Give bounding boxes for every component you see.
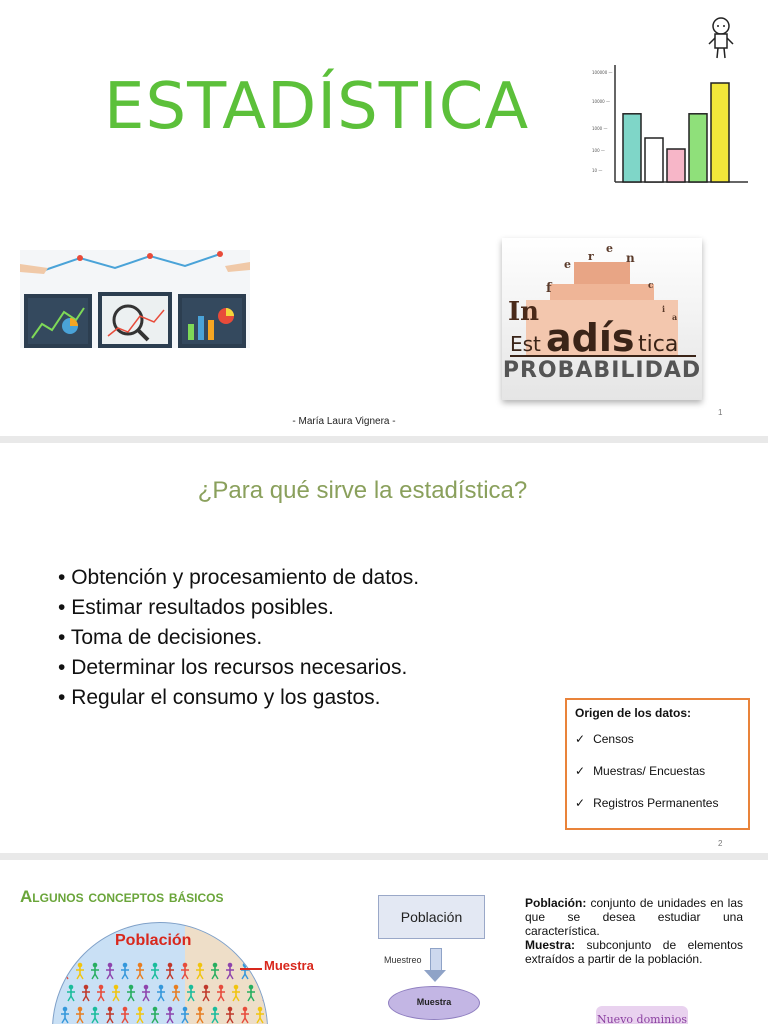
y-tick-label: 1000 — [592,126,608,131]
person-icon [112,985,120,1001]
bar [623,114,641,182]
dashboard-illustration [20,250,250,348]
bullet-item: • Estimar resultados posibles. [58,593,419,623]
bar-chart-illustration [588,10,758,190]
definitions [525,896,743,966]
person-icon [127,985,135,1001]
y-tick-label: 100 — [592,148,605,153]
slide-2 [0,443,768,853]
person-icon [136,1007,144,1023]
flow-sample-oval: Muestra [388,986,480,1020]
bar [689,114,707,182]
person-icon [76,963,84,979]
person-icon [97,985,105,1001]
y-tick-label: 100000 — [592,70,613,75]
person-icon [157,985,165,1001]
svg-text:f: f [546,281,552,296]
down-arrow-head-icon [424,970,446,982]
data-origin-item: ✓ Registros Permanentes [575,796,719,810]
sample-term: Muestra: [525,938,576,952]
data-origin-box [565,698,750,830]
pointer-arrow-icon [240,964,266,974]
sample-definition: subconjunto de elementos extraídos a partir de la población. [525,938,743,966]
data-origin-item: ✓ Muestras/ Encuestas [575,764,706,778]
population-term: Población: [525,896,587,910]
bullet-item: • Obtención y procesamiento de datos. [58,563,419,593]
page-number: 2 [718,839,723,848]
y-tick-labels [592,70,613,173]
check-icon: ✓ [575,732,586,746]
check-icon: ✓ [575,764,586,778]
person-icon [151,1007,159,1023]
bullet-item: • Toma de decisiones. [58,623,419,653]
population-label: Población [115,932,192,949]
flow-sampling-label: Muestreo [384,955,422,965]
sample-label: Muestra [264,958,314,973]
check-icon: ✓ [575,796,586,810]
person-icon [76,1007,84,1023]
slide-3 [0,860,768,1024]
person-icon [61,1007,69,1023]
person-icon [166,1007,174,1023]
flow-population-box: Población [378,895,485,939]
population-definition: conjunto de unidades en las que se desea estudiar una característica. [525,896,743,938]
svg-text:i: i [662,304,666,314]
y-tick-label: 10 — [592,168,603,173]
bar [667,149,685,182]
svg-text:e: e [606,242,613,255]
svg-text:Est: Est [510,332,541,356]
slide-1 [0,0,768,436]
slide-title: ESTADÍSTICA [104,70,530,144]
slide-heading: Algunos conceptos básicos [20,887,224,906]
person-icon [166,963,174,979]
person-icon [262,985,267,1001]
svg-text:In: In [508,297,540,327]
badge: Nuevo dominios [596,1006,688,1024]
person-icon [106,963,114,979]
stick-figure-icon [709,18,733,58]
bars [623,83,729,182]
bullet-item: • Regular el consumo y los gastos. [58,683,419,713]
person-icon [142,985,150,1001]
person-icon [121,1007,129,1023]
person-icon [61,963,69,979]
person-icon [82,985,90,1001]
svg-text:tica: tica [638,332,679,357]
bullet-list [58,563,419,713]
bullet-item: • Determinar los recursos necesarios. [58,653,419,683]
page-number: 1 [718,408,723,417]
bar [645,138,663,182]
author: - María Laura Vignera - [292,416,396,427]
slide-heading: ¿Para qué sirve la estadística? [197,477,528,504]
data-origin-item: ✓ Censos [575,732,634,746]
person-icon [91,1007,99,1023]
svg-text:e: e [564,258,571,271]
svg-text:c: c [648,281,654,291]
svg-text:a: a [672,312,678,322]
logo-bottom-word: PROBABILIDAD [502,358,702,383]
person-icon [91,963,99,979]
person-icon [136,963,144,979]
svg-text:r: r [588,250,594,263]
data-origin-title: Origen de los datos: [575,706,692,720]
person-icon [106,1007,114,1023]
bar [711,83,729,182]
person-icon [172,985,180,1001]
svg-text:n: n [626,251,635,265]
estadistica-logo [502,238,702,400]
y-tick-label: 10000 — [592,99,610,104]
person-icon [151,963,159,979]
svg-text:adís: adís [546,316,635,360]
person-icon [67,985,75,1001]
person-icon [121,963,129,979]
